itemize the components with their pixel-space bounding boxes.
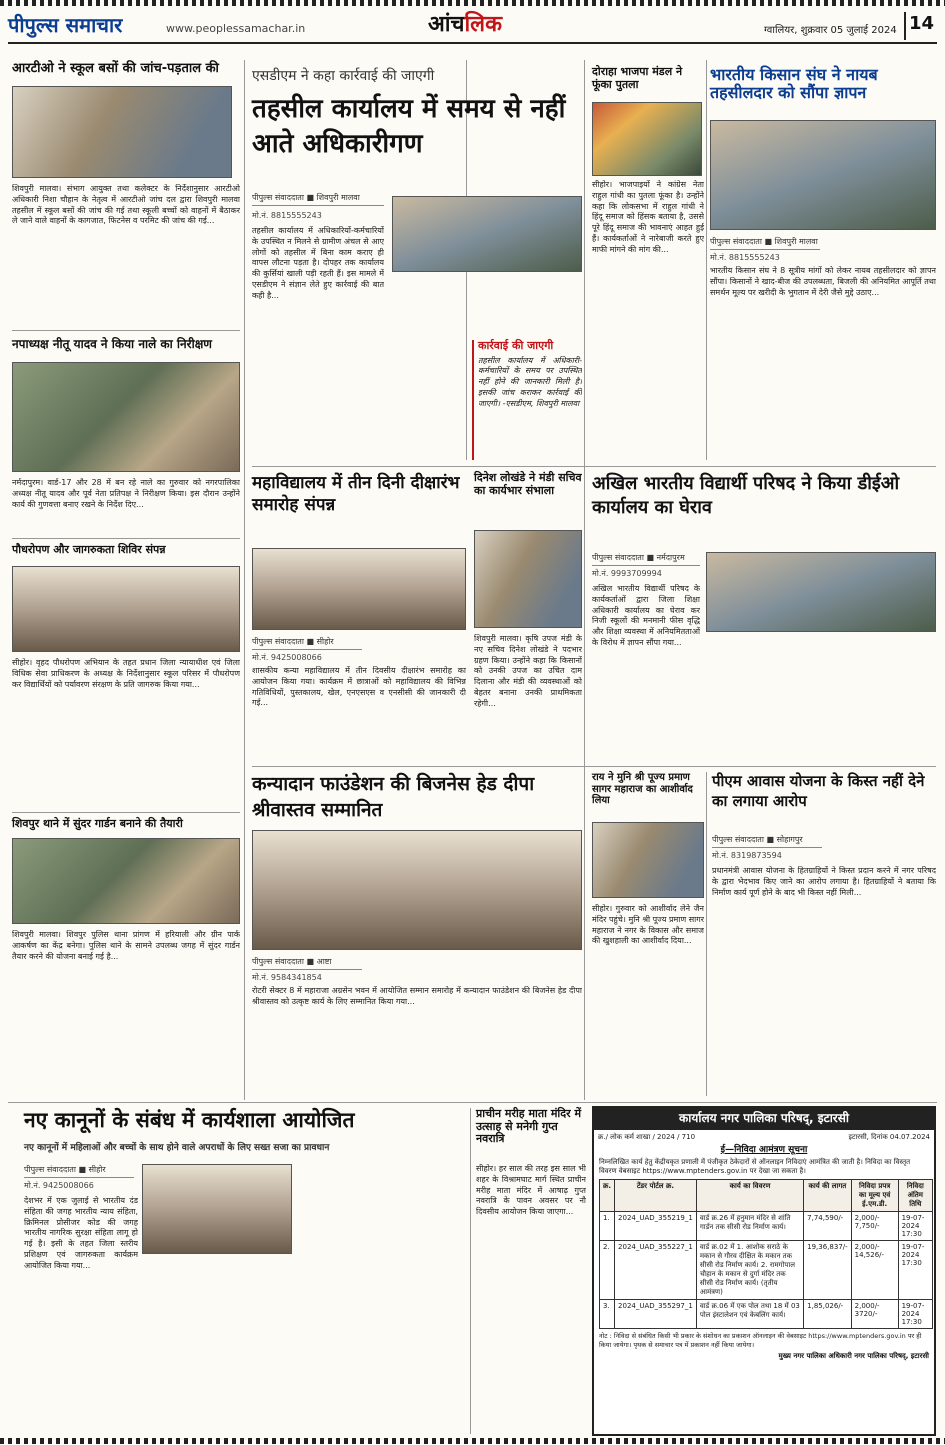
- headline-garden: शिवपुर थाने में सुंदर गार्डन बनाने की तैयारी: [12, 817, 183, 830]
- photo-plantation: [12, 566, 240, 652]
- headline-rto: आरटीओ ने स्कूल बसों की जांच-पड़ताल की: [12, 61, 219, 76]
- body-temple: सीहोर। हर साल की तरह इस साल भी शहर के विश्रामघाट मार्ग स्थित प्राचीन मरीह माता मंदिर में आषाढ़ गुप्त नवरात्रि के पावन अवसर पर नौ दिवसीय आयोजन किया जाएगा...: [476, 1164, 586, 1217]
- mobile-kisan: मो.नं. 8815555243: [710, 253, 780, 262]
- table-cell: 2,000/- 14,526/-: [851, 1241, 898, 1300]
- body-kisan: भारतीय किसान संघ ने 8 सूत्रीय मांगों को लेकर नायब तहसीलदार को ज्ञापन सौंपा। किसानों ने खाद-बीज की उपलब्धता, बिजली की अनियमित आपूर्ति तथा समर्थन मूल्य पर खरीदी के भुगतान में देरी जैसे मुद्दे उठाए...: [710, 266, 936, 297]
- quote-text: तहसील कार्यालय में अधिकारी-कर्मचारियों के समय पर उपस्थित नहीं होने की जानकारी मिली है। इसकी जांच कराकर कार्रवाई की जाएगी। -एसडीएम, शिवपुरी मालवा: [478, 355, 582, 408]
- photo-law-workshop: [142, 1164, 292, 1254]
- byline-kisan: पीपुल्स संवाददाता ■ शिवपुरी मालवा: [710, 236, 820, 250]
- photo-abvp-protest: [706, 552, 936, 632]
- notice-ref: क्र./ लोक कर्म शाखा / 2024 / 710: [598, 1132, 696, 1141]
- quote-box-tehsil: [472, 340, 582, 460]
- mobile-college: मो.नं. 9425008066: [252, 653, 322, 662]
- table-row: [600, 1241, 933, 1300]
- table-cell: 2,000/- 7,750/-: [851, 1212, 898, 1241]
- table-cell: 2.: [600, 1241, 615, 1300]
- photo-kisan-memorandum: [710, 120, 936, 230]
- table-row: [600, 1212, 933, 1241]
- newspaper-logo: पीपुल्स समाचार: [8, 13, 123, 37]
- body-yadav: नर्मदापुरम। वार्ड-17 और 28 में बन रहे नाले का गुरुवार को नगरपालिका अध्यक्ष नीतू यादव और पूर्व नेता प्रतिपक्ष ने निरीक्षण किया। इस दौरान उन्होंने कार्य की गुणवत्ता बनाए रखने के निर्देश दिए...: [12, 478, 240, 509]
- table-cell: 7,74,590/-: [804, 1212, 852, 1241]
- table-cell: 2024_UAD_355227_1: [615, 1241, 697, 1300]
- body-rto: शिवपुरी मालवा। संभाग आयुक्त तथा कलेक्टर के निर्देशानुसार आरटीओ अधिकारी निशा चौहान के नेतृत्व में आरटीओ जांच दल द्वारा शिवपुरी मालवा तहसील में स्कूल बसों की जांच की गई तथा स्कूली बच्चों को वाहनों में बैठाकर ले जाने वाले वाहनों के कागजात, फिटनेस व परमिट की जांच की गई...: [12, 184, 240, 226]
- byline-abvp: पीपुल्स संवाददाता ■ नर्मदापुरम: [592, 552, 700, 566]
- table-row: [600, 1300, 933, 1329]
- mobile-kanyadan: मो.नं. 9584341854: [252, 973, 322, 982]
- quote-title: कार्रवाई की जाएगी: [478, 339, 554, 352]
- table-cell: 19-07-2024 17:30: [898, 1212, 932, 1241]
- byline-college: पीपुल्स संवाददाता ■ सीहोर: [252, 636, 362, 650]
- photo-tehsil-office: [392, 196, 582, 272]
- body-garden: शिवपुरी मालवा। शिवपुर पुलिस थाना प्रांगण में हरियाली और ग्रीन पार्क आकर्षण का केंद्र बनेगा। पुलिस थाने के सामने उपलब्ध जगह में सुंदर गार्डन तैयार करने की योजना बनाई गई है...: [12, 930, 240, 961]
- mobile-pmawas: मो.नं. 8319873594: [712, 851, 782, 860]
- section-title-suffix: लिक: [464, 12, 502, 37]
- photo-kanyadan-award: [252, 830, 582, 950]
- tender-table-body: [600, 1212, 933, 1329]
- table-cell: वार्ड क्र.06 में एक पोल तथा 18 में 03 पोल इंस्टालेशन एवं केबलिंग कार्य।: [696, 1300, 803, 1329]
- headline-kisan: भारतीय किसान संघ ने नायब तहसीलदार को सौंपा ज्ञापन: [710, 65, 878, 103]
- headline-muni: राय ने मुनि श्री पूज्य प्रमाण सागर महाराज का आशीर्वाद लिया: [592, 772, 693, 806]
- body-lokhande: शिवपुरी मालवा। कृषि उपज मंडी के नए सचिव दिनेश लोखंडे ने पदभार ग्रहण किया। उन्होंने कहा कि किसानों को उनकी उपज का उचित दाम दिलाना और मंडी की व्यवस्थाओं को बेहतर बनाना उनकी प्राथमिकता रहेगी...: [474, 634, 582, 708]
- body-laws-cont: [142, 1260, 464, 1434]
- body-pmawas: प्रधानमंत्री आवास योजना के हितग्राहियों ने किस्त प्रदान करने में नगर परिषद के द्वारा भेदभाव किए जाने का आरोप लगाया है। हितग्राहियों ने बताया कि निर्माण कार्य पूर्ण होने के बाद भी किस्त नहीं मिली...: [712, 866, 936, 897]
- photo-school-bus: [12, 86, 232, 178]
- notice-subtitle: ई—निविदा आमंत्रण सूचना: [720, 1144, 808, 1155]
- body-plantation: सीहोर। वृहद पौधरोपण अभियान के तहत प्रधान जिला न्यायाधीश एवं जिला विधिक सेवा प्राधिकरण के अध्यक्ष के निर्देशानुसार स्कूल परिसर में पौधरोपण कर विद्यार्थियों को पर्यावरण संरक्षण के प्रति जागरुक किया गया...: [12, 658, 240, 689]
- body-effigy: सीहोर। भाजपाइयों ने कांग्रेस नेता राहुल गांधी का पुतला फूंका है। उन्होंने कहा कि लोकसभा में राहुल गांधी ने हिंदू समाज को हिंसक बताया है, उससे पूरे हिंदू समाज की भावनाएं आहत हुई हैं। कार्यकर्ताओं ने नारेबाजी करते हुए माफी मांगने की मांग की...: [592, 180, 704, 254]
- tender-table-header-cell: टेंडर पोर्टल क्र.: [615, 1180, 697, 1212]
- mobile-abvp: मो.नं. 9993709994: [592, 569, 662, 578]
- notice-title: कार्यालय नगर पालिका परिषद्, इटारसी: [594, 1108, 934, 1130]
- page-number: 14: [904, 12, 937, 40]
- body-abvp-cont: [706, 638, 936, 760]
- tender-table-header-cell: निविदा अंतिम तिथि: [898, 1180, 932, 1212]
- table-cell: 19,36,837/-: [804, 1241, 852, 1300]
- headline-effigy: दोराहा भाजपा मंडल ने फूंका पुतला: [592, 65, 683, 91]
- headline-plantation: पौधरोपण और जागरुकता शिविर संपन्न: [12, 543, 166, 556]
- website-url: www.peoplessamachar.in: [166, 22, 306, 35]
- notice-signatory: मुख्य नगर पालिका अधिकारी नगर पालिका परिषद्, इटारसी: [778, 1352, 929, 1361]
- masthead: [8, 10, 937, 44]
- table-cell: 19-07-2024 17:30: [898, 1241, 932, 1300]
- table-cell: 3.: [600, 1300, 615, 1329]
- byline-tehsil: पीपुल्स संवाददाता ■ शिवपुरी मालवा: [252, 192, 384, 206]
- headline-pmawas: पीएम आवास योजना के किस्त नहीं देने का लगाया आरोप: [712, 772, 925, 810]
- body-college: शासकीय कन्या महाविद्यालय में तीन दिवसीय दीक्षारंभ समारोह का आयोजन किया गया। कार्यक्रम में छात्राओं को महाविद्यालय की विभिन्न गतिविधियों, पुस्तकालय, खेल, एनएसएस व एनसीसी की जानकारी दी गई...: [252, 666, 466, 708]
- body-laws: देशभर में एक जुलाई से भारतीय दंड संहिता की जगह भारतीय न्याय संहिता, क्रिमिनल प्रोसीजर कोड की जगह भारतीय नागरिक सुरक्षा संहिता लागू हो गई है। इसी के तहत जिला स्तरीय प्रशिक्षण एवं जागरुकता कार्यक्रम आयोजित किया गया...: [24, 1196, 138, 1270]
- dateline: ग्वालियर, शुक्रवार 05 जुलाई 2024: [764, 25, 897, 36]
- headline-tehsil: तहसील कार्यालय में समय से नहीं आते अधिकारीगण: [252, 94, 566, 160]
- section-title-prefix: आंच: [428, 12, 465, 37]
- table-cell: वार्ड क्र.26 में हनुमान मंदिर से शांति गार्डन तक सीसी रोड निर्माण कार्य।: [696, 1212, 803, 1241]
- body-muni: सीहोर। गुरुवार को आशीर्वाद लेने जैन मंदिर पहुंचे। मुनि श्री पूज्य प्रमाण सागर महाराज ने नगर के विकास और समाज की खुशहाली का आशीर्वाद दिया...: [592, 904, 704, 946]
- photo-college-ceremony: [252, 548, 466, 630]
- tender-table-header-cell: निविदा प्रपत्र का मूल्य एवं ई.एम.डी.: [851, 1180, 898, 1212]
- tender-table: [599, 1179, 933, 1329]
- table-cell: 2024_UAD_355219_1: [615, 1212, 697, 1241]
- tender-notice: [592, 1106, 936, 1436]
- byline-pmawas: पीपुल्स संवाददाता ■ सोहागपुर: [712, 834, 822, 848]
- headline-laws: नए कानूनों के संबंध में कार्यशाला आयोजित: [24, 1108, 355, 1132]
- headline-abvp: अखिल भारतीय विद्यार्थी परिषद ने किया डीईओ कार्यालय का घेराव: [592, 473, 900, 519]
- notice-footer: नोट : निविदा से संबंधित किसी भी प्रकार के संशोधन का प्रकाशन ऑनलाइन की वेबसाइट https://www.mptenders.gov.in पर ही किया जायेगा। पृथक से समाचार पत्र में प्रकाशन नहीं किया जायेगा।: [599, 1332, 922, 1349]
- table-cell: 2024_UAD_355297_1: [615, 1300, 697, 1329]
- table-cell: 1.: [600, 1212, 615, 1241]
- tender-table-header-cell: क्र.: [600, 1180, 615, 1212]
- headline-temple: प्राचीन मरीह माता मंदिर में उत्साह से मनेगी गुप्त नवरात्रि: [476, 1107, 582, 1146]
- print-registration-band-bottom: [0, 1438, 945, 1444]
- byline-laws: पीपुल्स संवाददाता ■ सीहोर: [24, 1164, 134, 1178]
- photo-effigy-burning: [592, 102, 702, 176]
- headline-lokhande: दिनेश लोखंडे ने मंडी सचिव का कार्यभार संभाला: [474, 471, 582, 497]
- body-kanyadan: रोटरी सेक्टर 8 में महाराजा अग्रसेन भवन में आयोजित सम्मान समारोह में कन्यादान फाउंडेशन की बिजनेस हेड दीपा श्रीवास्तव को उत्कृष्ट कार्य के लिए सम्मानित किया गया...: [252, 986, 582, 1006]
- kicker-tehsil: एसडीएम ने कहा कार्रवाई की जाएगी: [252, 68, 435, 84]
- table-cell: वार्ड क्र.02 में 1. आशोक सराठे के मकान से गौरव दीक्षित के मकान तक सीसी रोड निर्माण कार्य। 2. रामगोपाल चौहान के मकान से दुर्गा मंदिर तक सीसी रोड निर्माण कार्य। (तृतीय आमंत्रण): [696, 1241, 803, 1300]
- print-registration-band: [0, 0, 945, 6]
- mobile-tehsil: मो.नं. 8815555243: [252, 211, 322, 220]
- body-abvp: अखिल भारतीय विद्यार्थी परिषद के कार्यकर्ताओं द्वारा जिला शिक्षा अधिकारी कार्यालय का घेराव कर निजी स्कूलों की मनमानी फीस वृद्धि और शिक्षा व्यवस्था में अनियमितताओं के विरोध में ज्ञापन सौंपा गया...: [592, 584, 700, 647]
- table-cell: 19-07-2024 17:30: [898, 1300, 932, 1329]
- photo-muni-blessing: [592, 822, 704, 898]
- table-cell: 2,000/- 3720/-: [851, 1300, 898, 1329]
- tender-table-header-cell: कार्य का विवरण: [696, 1180, 803, 1212]
- body-tehsil-cont: [392, 278, 462, 460]
- headline-yadav: नपाध्यक्ष नीतू यादव ने किया नाले का निरीक्षण: [12, 337, 212, 351]
- table-cell: 1,85,026/-: [804, 1300, 852, 1329]
- body-tehsil: तहसील कार्यालय में अधिकारियों-कर्मचारियों के उपस्थित न मिलने से ग्रामीण अंचल से आए लोगों को तहसील में बिना काम कराए ही वापस लौटना पड़ता है। दोपहर तक कार्यालय की कुर्सियां खाली पड़ी रहती हैं। इस मामले में एसडीएम ने संज्ञान लेते हुए कार्रवाई की बात कही है...: [252, 226, 384, 300]
- deck-laws: नए कानूनों में महिलाओं और बच्चों के साथ होने वाले अपराधों के लिए सख्त सजा का प्रावधान: [24, 1143, 330, 1153]
- notice-date: इटारसी, दिनांक 04.07.2024: [848, 1132, 930, 1141]
- tender-table-header-cell: कार्य की लागत: [804, 1180, 852, 1212]
- headline-college: महाविद्यालय में तीन दिनी दीक्षारंभ समारोह संपन्न: [252, 473, 460, 516]
- tender-table-header: [600, 1180, 933, 1212]
- section-title: [428, 12, 502, 37]
- byline-kanyadan: पीपुल्स संवाददाता ■ आष्टा: [252, 956, 362, 970]
- photo-police-station-garden: [12, 838, 240, 924]
- photo-drain-inspection: [12, 362, 240, 472]
- notice-intro: निम्नलिखित कार्य हेतु केंद्रीयकृत प्रणाली में पंजीकृत ठेकेदारों से ऑनलाइन निविदाएं आमंत्रित की जाती है। निविदा का विस्तृत विवरण वेबसाइट https://www.mptenders.gov.in पर देखा जा सकता है।: [599, 1158, 911, 1176]
- mobile-laws: मो.नं. 9425008066: [24, 1181, 94, 1190]
- headline-kanyadan: कन्यादान फाउंडेशन की बिजनेस हेड दीपा श्रीवास्तव सम्मानित: [252, 773, 535, 821]
- photo-lokhande: [474, 530, 582, 628]
